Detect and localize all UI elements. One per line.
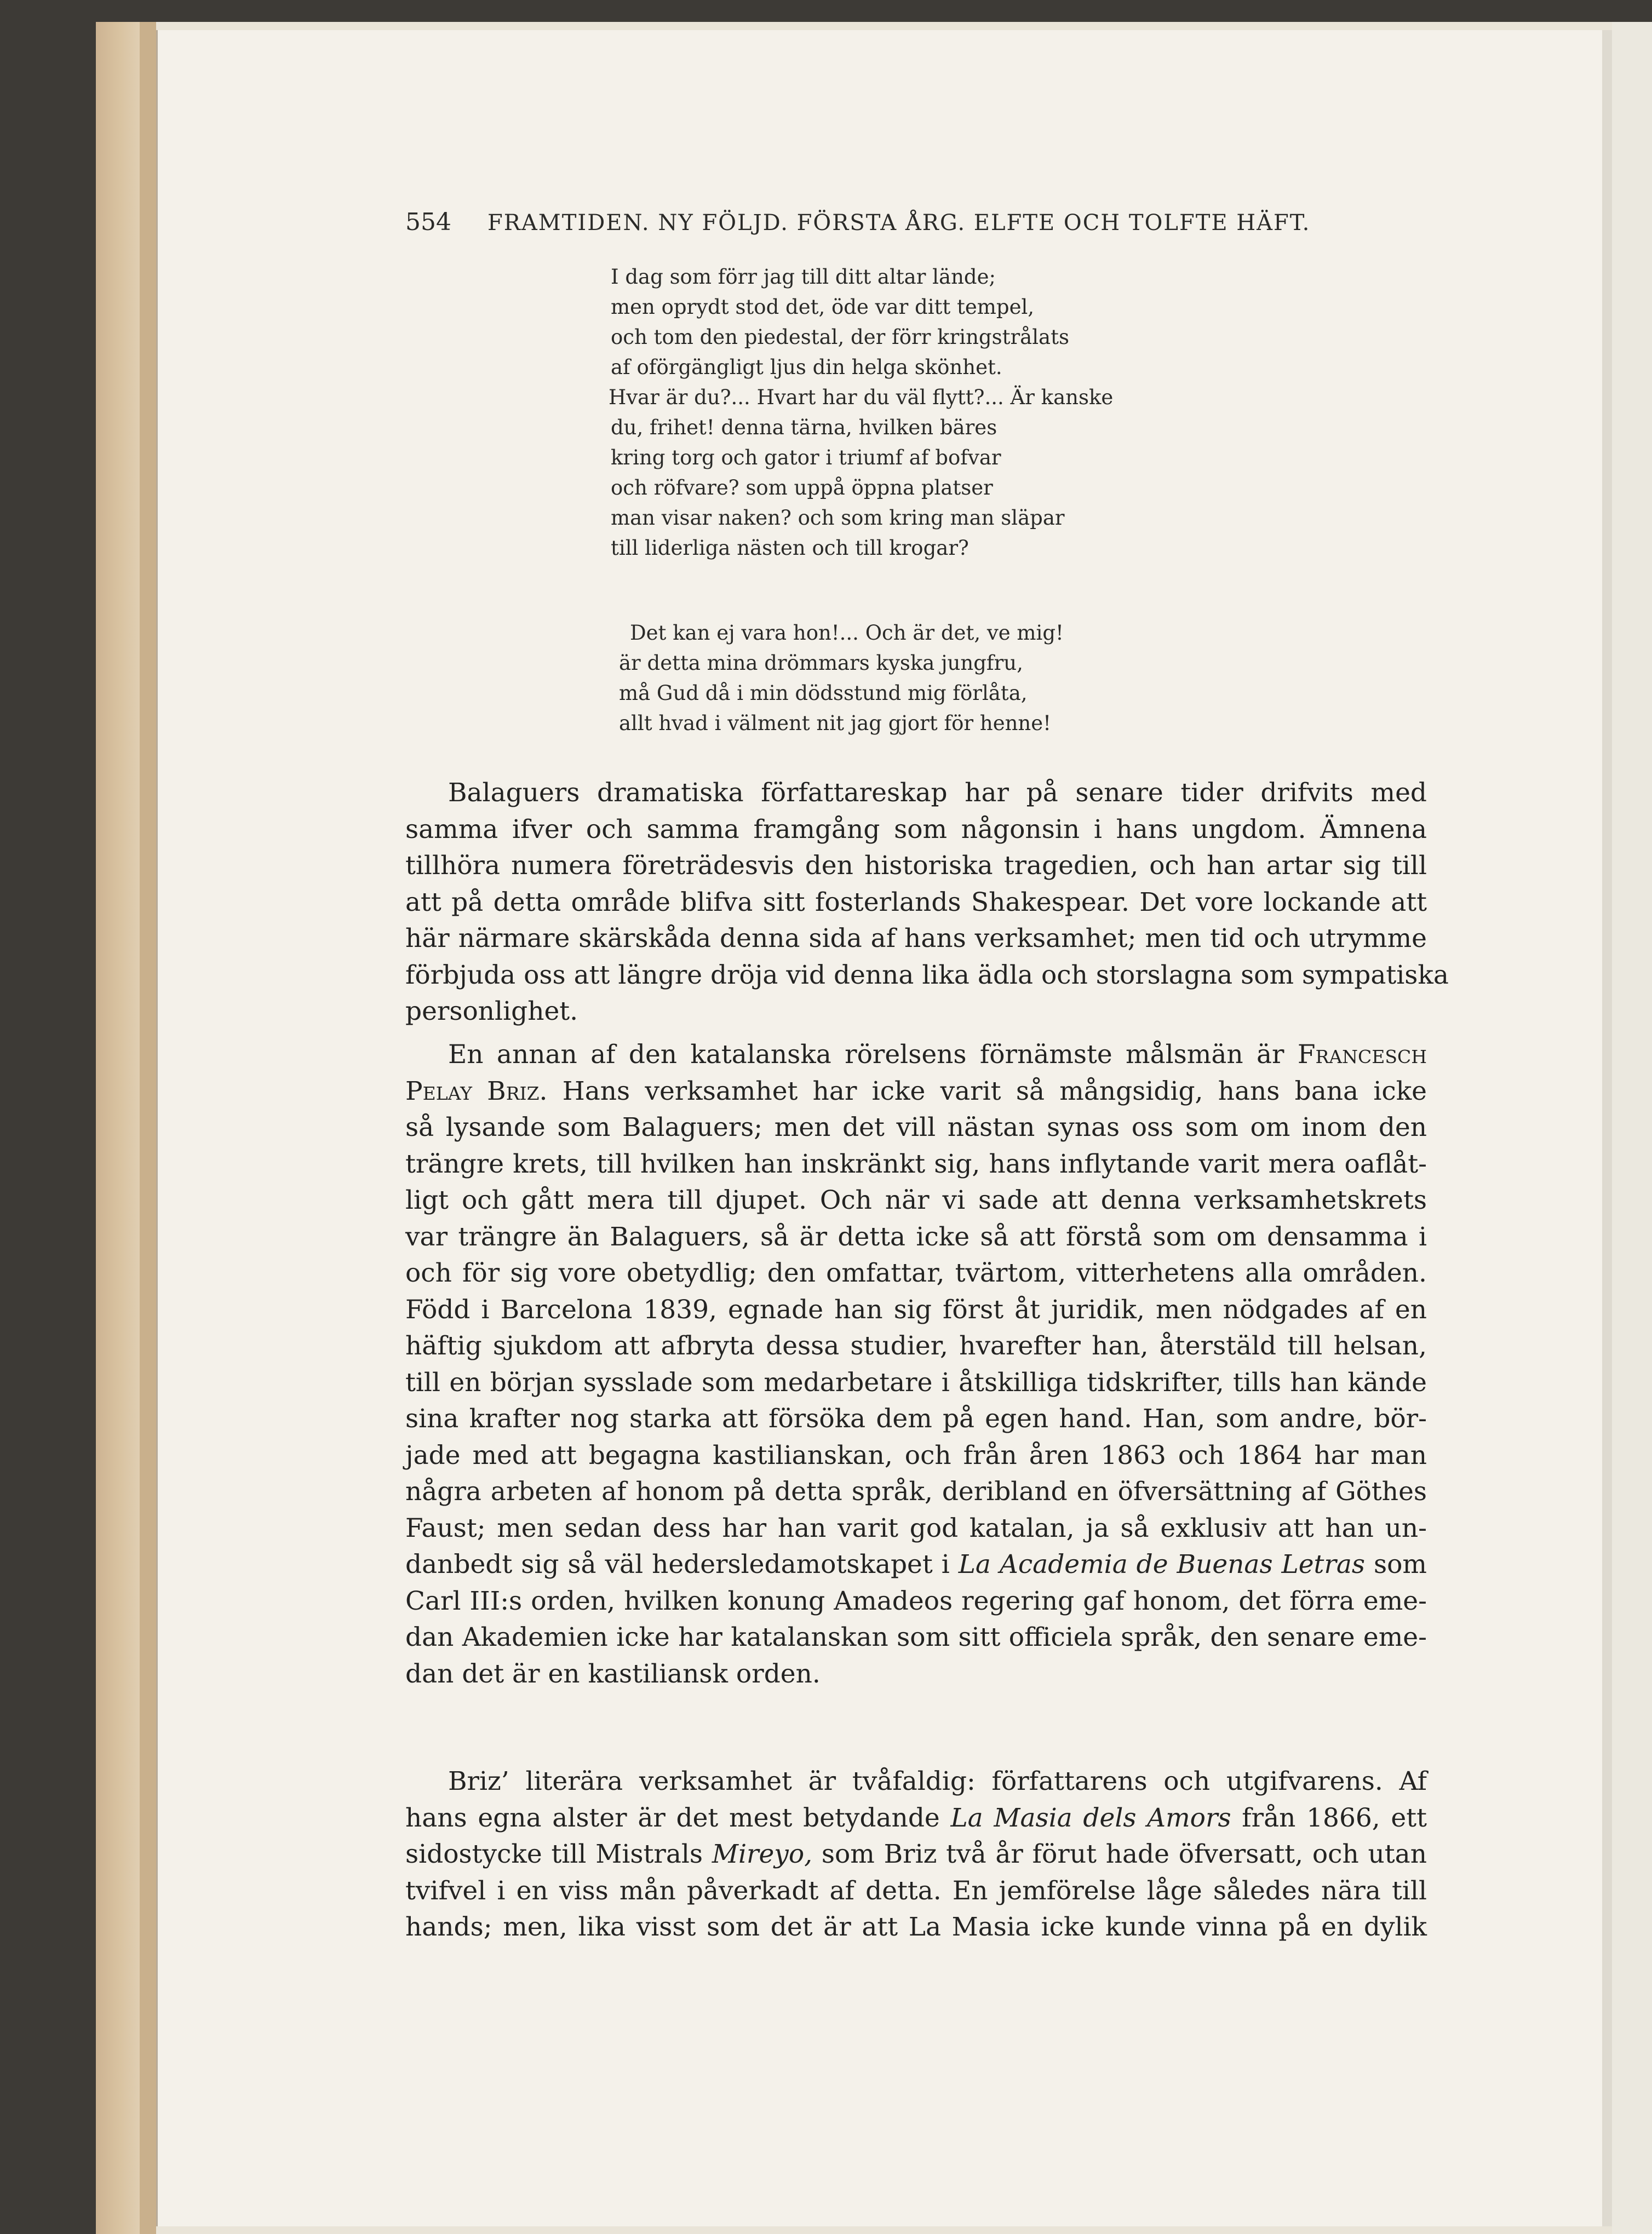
text-line: personlighet. — [405, 996, 578, 1026]
text-line: till en början sysslade som medarbetare i åtskilliga tidskrifter, tills han kände — [405, 1367, 1427, 1398]
text-run: som Briz två år förut hade öfversatt, och utan — [821, 1839, 1427, 1869]
work-title: Mireyo, — [712, 1839, 813, 1869]
text-line — [405, 1836, 1427, 1873]
text-line: samma ifver och samma framgång som någonsin i hans ungdom. Ämnena — [405, 814, 1427, 845]
text-line — [405, 1073, 1427, 1110]
poem-line: af oförgängligt ljus din helga skönhet. — [611, 355, 1002, 379]
text-run: danbedt sig så väl hedersledamotskapet i — [405, 1549, 950, 1580]
text-line: så lysande som Balaguers; men det vill nästan synas oss som om inom den — [405, 1112, 1427, 1142]
text-line: Briz’ literära verksamhet är tvåfaldig: författarens och utgifvarens. Af — [448, 1766, 1427, 1796]
text-line: dan Akademien icke har katalanskan som sitt officiela språk, den senare eme- — [405, 1622, 1427, 1652]
person-name: Pelay Briz. — [405, 1076, 548, 1106]
page-number: 554 — [405, 208, 451, 236]
text-run: En annan af den katalanska rörelsens förnämste målsmän är — [448, 1040, 1284, 1070]
text-run: Hans verksamhet har icke varit så mångsidig, hans bana icke — [562, 1076, 1427, 1106]
poem-line: och röfvare? som uppå öppna platser — [611, 476, 993, 499]
paragraph-briz — [405, 1037, 1427, 1692]
paragraph-balaguer — [405, 775, 1449, 1030]
text-line — [405, 1547, 1427, 1583]
text-line: var trängre än Balaguers, så är detta icke så att förstå som om densamma i — [405, 1221, 1427, 1252]
poem-line: du, frihet! denna tärna, hvilken bäres — [611, 416, 997, 439]
text-line: Född i Barcelona 1839, egnade han sig först åt juridik, men nödgades af en — [405, 1294, 1427, 1325]
person-name: Francesch — [1297, 1040, 1427, 1070]
work-title: La Academia de Buenas Letras — [958, 1549, 1366, 1580]
text-line — [405, 1800, 1427, 1837]
poem-line: I dag som förr jag till ditt altar lände; — [611, 265, 996, 289]
poem-line: till liderliga nästen och till krogar? — [611, 536, 969, 560]
text-line: Faust; men sedan dess har han varit god katalan, ja så exklusiv att han un- — [405, 1513, 1427, 1543]
text-line: några arbeten af honom på detta språk, deribland en öfversättning af Göthes — [405, 1477, 1427, 1507]
text-line: och för sig vore obetydlig; den omfattar, tvärtom, vitterhetens alla områden. — [405, 1258, 1427, 1288]
text-run: hans egna alster är det mest betydande — [405, 1802, 940, 1833]
text-run: sidostycke till Mistrals — [405, 1839, 703, 1869]
text-line: tvifvel i en viss mån påverkadt af detta. En jemförelse låge således nära till — [405, 1875, 1427, 1906]
adjacent-page — [1612, 22, 1652, 2234]
text-line: att på detta område blifva sitt fosterlands Shakespear. Det vore lockande att — [405, 887, 1427, 917]
text-line: tillhöra numera företrädesvis den historiska tragedien, och han artar sig till — [405, 851, 1427, 881]
poem-line: allt hvad i välment nit jag gjort för henne! — [619, 711, 1052, 735]
text-line: dan det är en kastiliansk orden. — [405, 1658, 821, 1689]
poem-line: är detta mina drömmars kyska jungfru, — [619, 651, 1023, 675]
text-line: Balaguers dramatiska författareskap har på senare tider drifvits med — [448, 778, 1427, 808]
text-line: sina krafter nog starka att försöka dem på egen hand. Han, som andre, bör- — [405, 1404, 1427, 1434]
poem-line: må Gud då i min dödsstund mig förlåta, — [619, 681, 1028, 705]
text-line: häftig sjukdom att afbryta dessa studier, hvarefter han, återstäld till helsan, — [405, 1331, 1427, 1361]
text-line: jade med att begagna kastilianskan, och från åren 1863 och 1864 har man — [405, 1440, 1427, 1471]
poem-line: Hvar är du?... Hvart har du väl flytt?... Är kanske — [609, 386, 1114, 409]
page-edge — [1602, 30, 1612, 2226]
work-title: La Masia dels Amors — [950, 1802, 1231, 1833]
text-line: här närmare skärskåda denna sida af hans verksamhet; men tid och utrymme — [405, 923, 1427, 954]
paragraph-briz-works — [405, 1764, 1427, 1946]
running-title: FRAMTIDEN. NY FÖLJD. FÖRSTA ÅRG. ELFTE OCH TOLFTE HÄFT. — [487, 210, 1311, 236]
text-line: förbjuda oss att längre dröja vid denna lika ädla och storslagna som sympatiska — [405, 960, 1449, 990]
text-run: från 1866, ett — [1242, 1802, 1427, 1833]
poem-line: och tom den piedestal, der förr kringstrålats — [611, 325, 1069, 349]
poem-line: men oprydt stod det, öde var ditt tempel, — [611, 295, 1035, 319]
text-line: trängre krets, till hvilken han inskränkt sig, hans inflytande varit mera oaflåt- — [405, 1148, 1427, 1179]
text-line: hands; men, lika visst som det är att La Masia icke kunde vinna på en dylik — [405, 1912, 1427, 1942]
text-run: som — [1374, 1549, 1427, 1580]
binding-strip — [140, 22, 156, 2234]
text-line — [405, 1037, 1427, 1073]
poem-line: kring torg och gator i triumf af bofvar — [611, 446, 1001, 469]
poem-line: man visar naken? och som kring man släpar — [611, 506, 1065, 530]
text-line: ligt och gått mera till djupet. Och när vi sade att denna verksamhetskrets — [405, 1185, 1427, 1215]
running-header — [405, 208, 1364, 241]
poem-line: Det kan ej vara hon!... Och är det, ve mig! — [630, 621, 1064, 645]
text-line: Carl III:s orden, hvilken konung Amadeos regering gaf honom, det förra eme- — [405, 1586, 1427, 1616]
poem-stanza-2 — [619, 618, 1331, 738]
poem-stanza-1 — [611, 262, 1323, 563]
